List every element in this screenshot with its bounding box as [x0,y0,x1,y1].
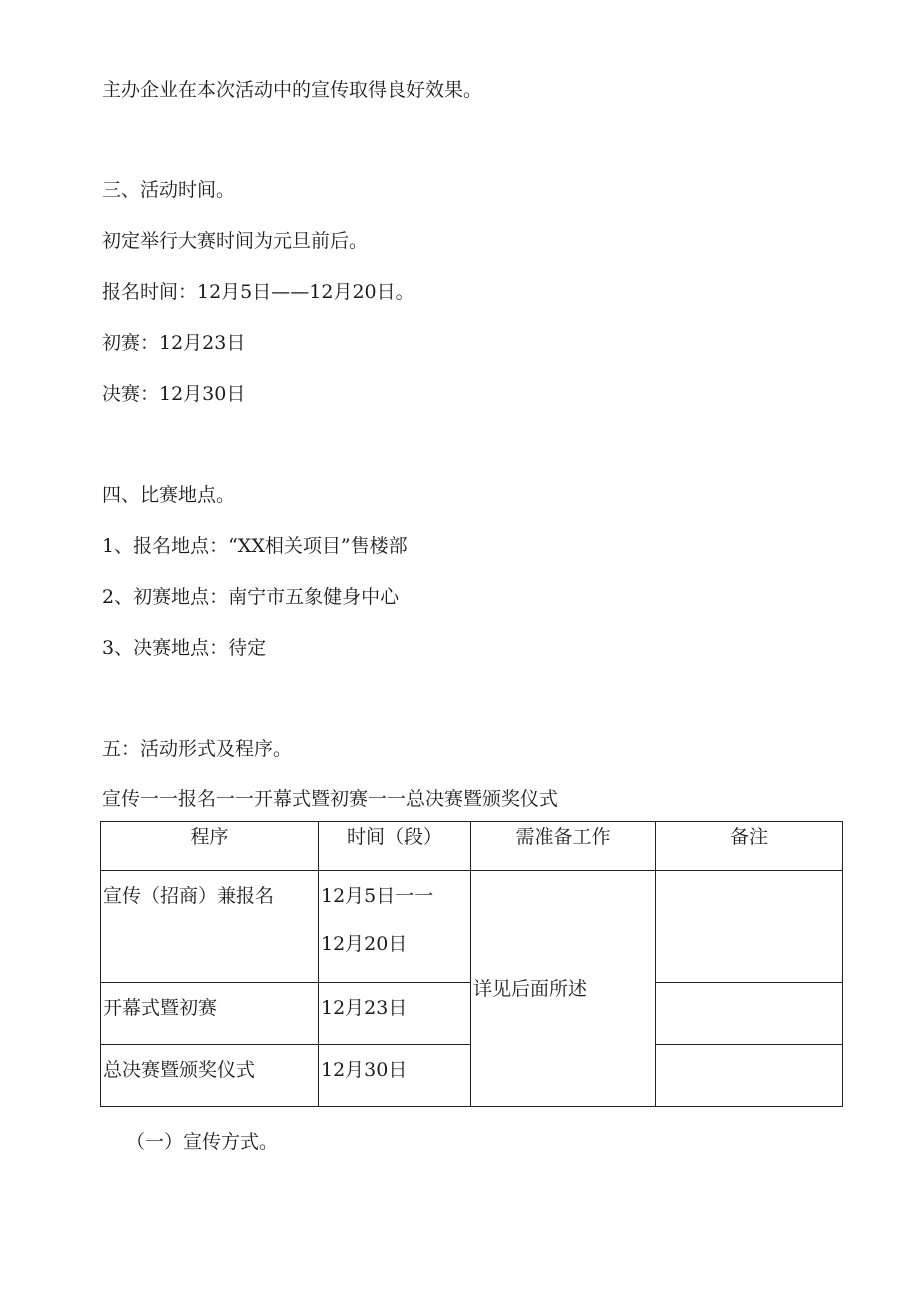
venue-final: 3、决赛地点：待定 [102,637,267,659]
section-heading-venue: 四、比赛地点。 [102,484,236,506]
cell-text: 开幕式暨初赛 [103,997,218,1019]
cell-preparation-merged [471,871,656,1107]
cell-remarks [656,983,843,1045]
paragraph-final-date: 决赛：12月30日 [102,383,246,405]
paragraph-preliminary-date: 初赛：12月23日 [102,332,246,354]
cell-remarks [656,871,843,983]
cell-text: 12月23日 [321,997,408,1019]
paragraph-registration-time: 报名时间：12月5日——12月20日。 [102,281,415,303]
cell-time [319,871,471,983]
cell-text: 宣传（招商）兼报名 [103,885,275,907]
cell-procedure [101,871,319,983]
paragraph-effect: 主办企业在本次活动中的宣传取得良好效果。 [102,79,483,101]
cell-time [319,983,471,1045]
cell-text: 总决赛暨颁奖仪式 [103,1059,256,1081]
line-gap [321,908,470,932]
header-remarks: 备注 [656,822,843,871]
venue-registration: 1、报名地点：“XX相关项目”售楼部 [102,535,408,557]
cell-text: 详见后面所述 [473,977,588,1000]
time-line-1: 12月5日一一 [321,885,434,907]
cell-remarks [656,1045,843,1107]
table-header-row [101,822,843,871]
cell-time [319,1045,471,1107]
header-procedure: 程序 [101,822,319,871]
schedule-table [100,821,843,1107]
cell-text: 12月30日 [321,1059,408,1081]
subsection-heading-publicity: （一）宣传方式。 [126,1131,279,1153]
time-line-2: 12月20日 [321,933,408,955]
section-heading-time: 三、活动时间。 [102,179,236,201]
paragraph-process-flow: 宣传一一报名一一开幕式暨初赛一一总决赛暨颁奖仪式 [102,788,559,810]
venue-preliminary: 2、初赛地点：南宁市五象健身中心 [102,586,400,608]
time-block [319,884,470,956]
section-heading-format: 五：活动形式及程序。 [102,738,293,760]
paragraph-tentative-date: 初定举行大赛时间为元旦前后。 [102,230,369,252]
cell-procedure [101,1045,319,1107]
cell-procedure [101,983,319,1045]
header-time: 时间（段） [319,822,471,871]
header-preparation: 需准备工作 [471,822,656,871]
table-row [101,871,843,983]
